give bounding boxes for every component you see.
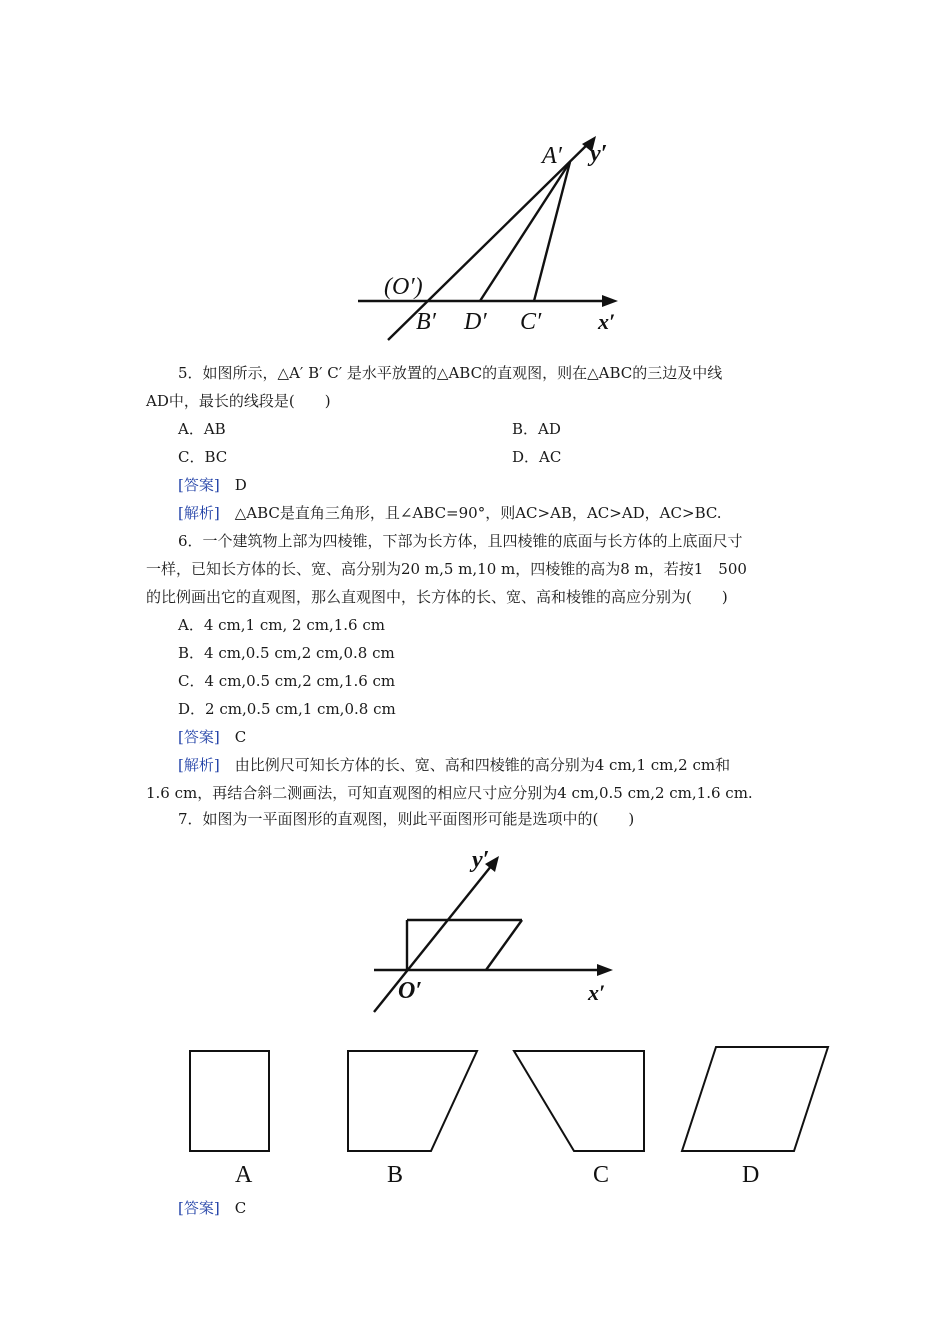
label-x-prime: x′ xyxy=(588,980,606,1005)
label-y-prime: y′ xyxy=(472,847,490,873)
q6-stem-line2: 一样，已知长方体的长、宽、高分别为20 m,5 m,10 m，四棱锥的高为8 m，若按1 500 xyxy=(146,560,747,578)
figure-triangle-intuitive xyxy=(340,125,640,355)
figure-quadrilateral-intuitive xyxy=(360,840,630,1015)
shape-label-b: B xyxy=(387,1162,404,1188)
q5-stem-line2: AD中，最长的线段是( ) xyxy=(146,392,331,410)
q5-option-d: D．AC xyxy=(512,448,562,466)
shape-c-trapezoid xyxy=(514,1051,644,1151)
quad-right-side xyxy=(486,920,522,970)
label-x-prime: x′ xyxy=(598,309,616,334)
q6-answer-row xyxy=(178,727,246,747)
q6-option-a: A．4 cm,1 cm, 2 cm,1.6 cm xyxy=(178,616,385,634)
answer-value: C xyxy=(234,1199,247,1217)
x-axis-arrow-icon xyxy=(602,295,618,307)
q5-option-b: B．AD xyxy=(512,420,561,438)
q6-stem-line3: 的比例画出它的直观图，那么直观图中，长方体的长、宽、高和棱锥的高应分别为( ) xyxy=(146,588,728,606)
shape-b-trapezoid xyxy=(348,1051,477,1151)
answer-tag: [答案] xyxy=(178,728,220,746)
q5-answer-row xyxy=(178,475,247,495)
label-b-prime: B′ xyxy=(416,309,436,335)
shape-label-a: A xyxy=(235,1162,253,1188)
shape-label-c: C xyxy=(593,1162,610,1188)
q5-option-a: A．AB xyxy=(178,420,226,438)
label-o-prime: (O′) xyxy=(384,274,423,300)
q7-stem-line1: 7．如图为一平面图形的直观图，则此平面图形可能是选项中的( ) xyxy=(178,810,635,828)
answer-value: C xyxy=(234,728,247,746)
q6-analysis-row2: 1.6 cm，再结合斜二测画法，可知直观图的相应尺寸应分别为4 cm,0.5 cm,2 cm,1.6 cm. xyxy=(146,784,753,802)
analysis-text: 由比例尺可知长方体的长、宽、高和四棱锥的高分别为4 cm,1 cm,2 cm和 xyxy=(234,756,731,774)
segment-a-c xyxy=(534,162,570,301)
q7-answer-row xyxy=(178,1198,246,1218)
label-y-prime: y′ xyxy=(590,141,608,167)
answer-tag: [答案] xyxy=(178,1199,220,1217)
label-d-prime: D′ xyxy=(464,309,487,335)
analysis-text: △ABC是直角三角形，且∠ABC=90°，则AC>AB，AC>AD，AC>BC. xyxy=(234,504,722,522)
label-o-prime: O′ xyxy=(398,978,423,1004)
shape-a-square xyxy=(190,1051,269,1151)
q6-option-c: C．4 cm,0.5 cm,2 cm,1.6 cm xyxy=(178,672,396,690)
q6-option-d: D．2 cm,0.5 cm,1 cm,0.8 cm xyxy=(178,700,396,718)
q6-option-b: B．4 cm,0.5 cm,2 cm,0.8 cm xyxy=(178,644,395,662)
analysis-tag: [解析] xyxy=(178,504,220,522)
q6-analysis-row1 xyxy=(178,755,730,775)
label-c-prime: C′ xyxy=(520,309,542,335)
analysis-tag: [解析] xyxy=(178,756,220,774)
shape-d-parallelogram xyxy=(682,1047,828,1151)
x-axis-arrow-icon xyxy=(597,964,613,976)
q6-stem-line1: 6．一个建筑物上部为四棱锥，下部为长方体，且四棱锥的底面与长方体的上底面尺寸 xyxy=(178,532,743,550)
q5-option-c: C．BC xyxy=(178,448,228,466)
q5-analysis-row xyxy=(178,503,722,523)
figure-option-shapes xyxy=(180,1040,840,1190)
y-axis-line xyxy=(374,860,496,1012)
answer-value: D xyxy=(234,476,247,494)
segment-a-d xyxy=(480,162,570,301)
answer-tag: [答案] xyxy=(178,476,220,494)
shape-label-d: D xyxy=(742,1162,760,1188)
q5-stem-line1: 5．如图所示，△A′ B′ C′ 是水平放置的△ABC的直观图，则在△ABC的三边及中线 xyxy=(178,364,723,382)
label-a-prime: A′ xyxy=(542,143,562,169)
